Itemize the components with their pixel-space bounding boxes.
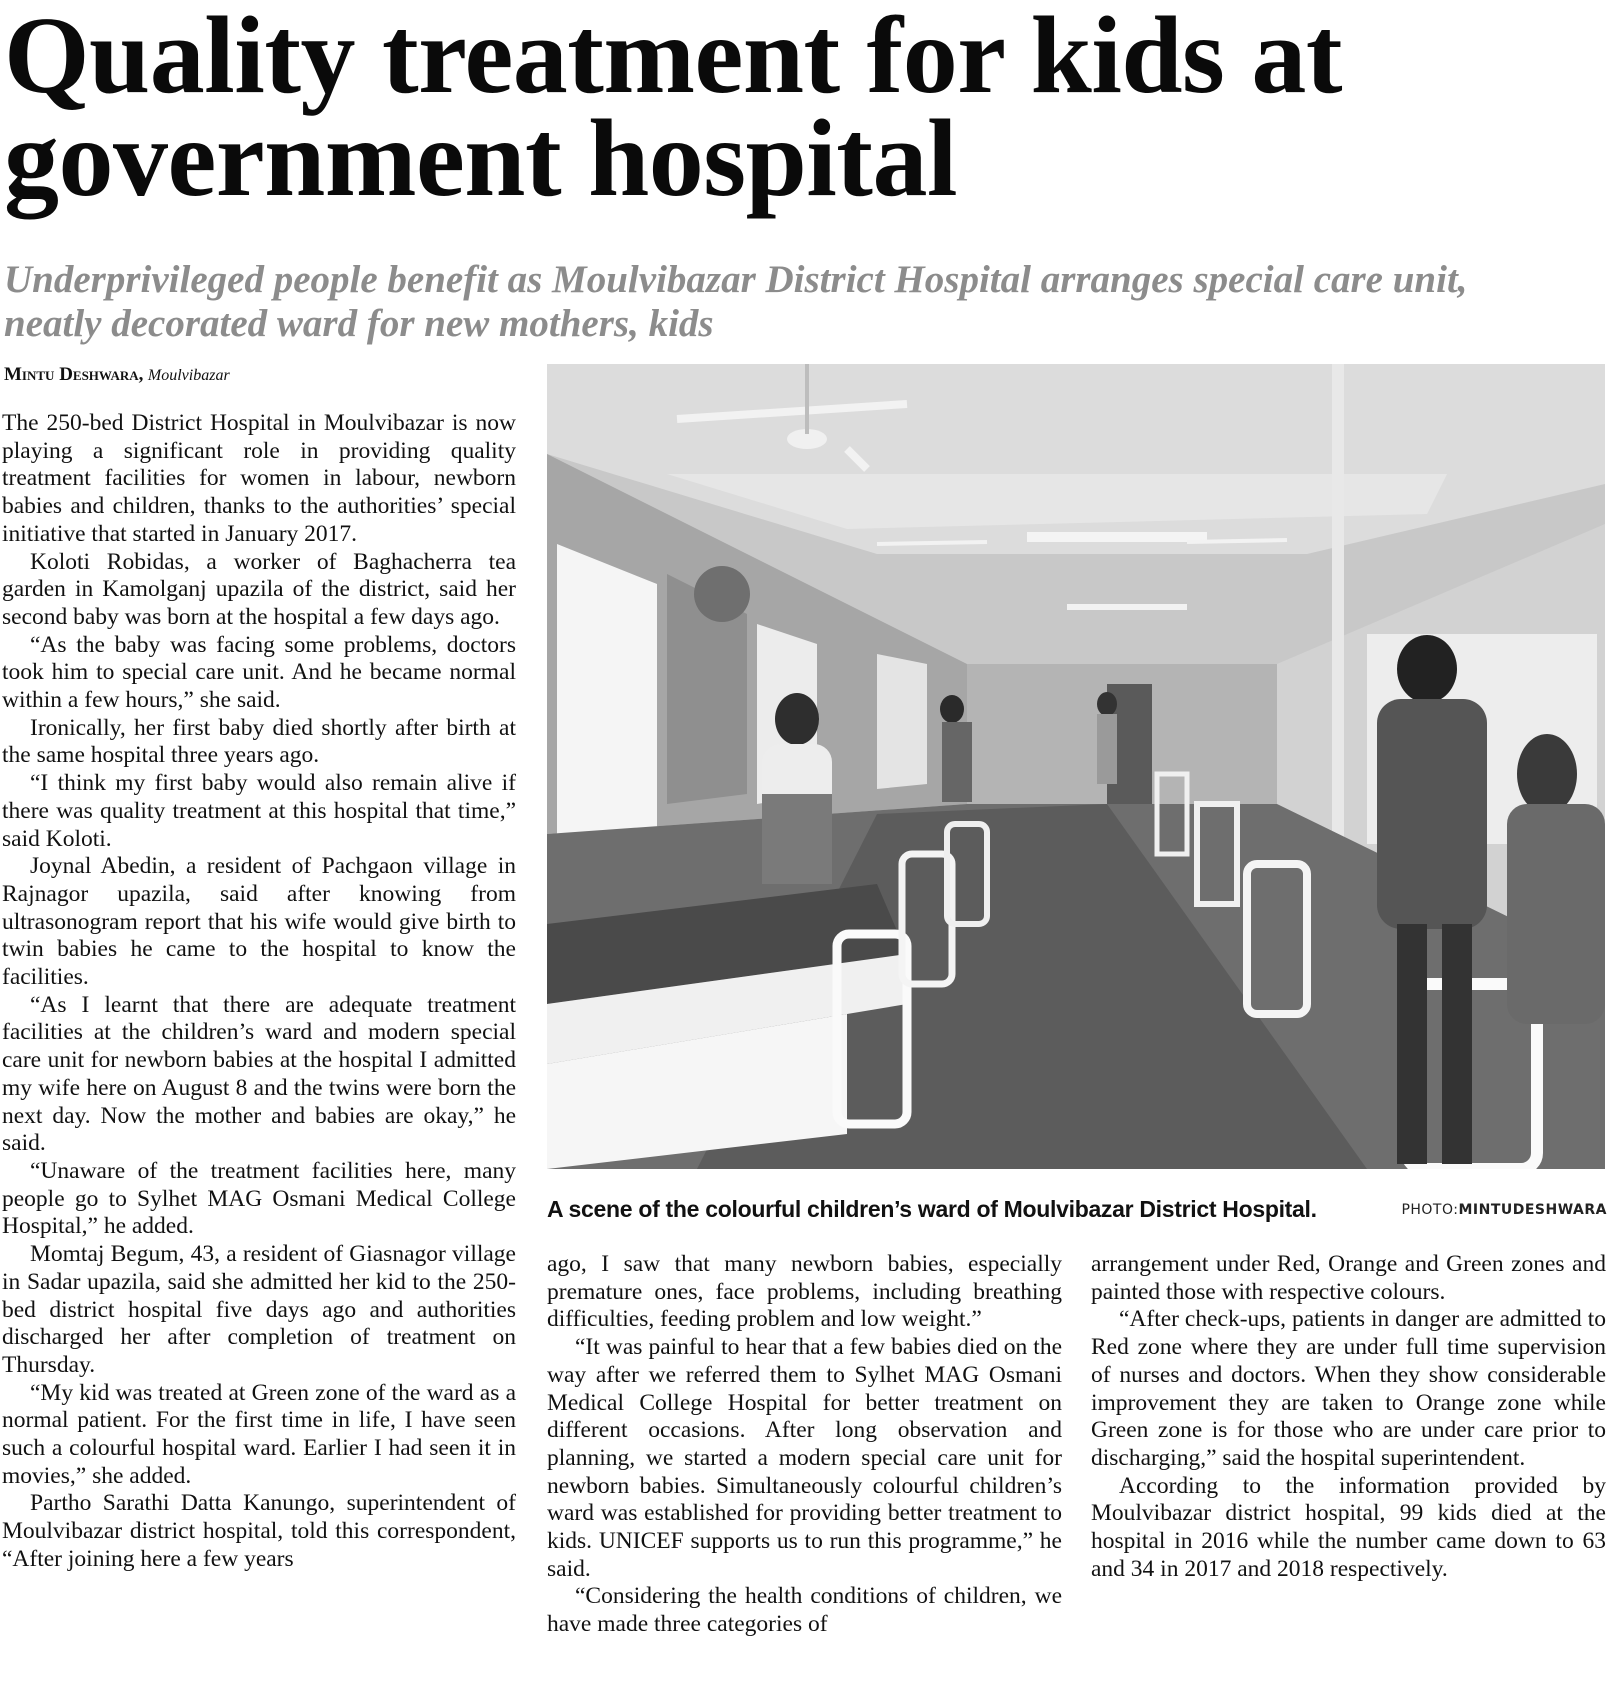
paragraph: “Considering the health conditions of children, we have made three categories of — [547, 1583, 1062, 1638]
paragraph: “Unaware of the treatment facilities here, many people go to Sylhet MAG Osmani Medical College Hospital,” he added. — [2, 1157, 516, 1240]
byline-location: Moulvibazar — [147, 367, 230, 384]
caption-text: A scene of the colourful children’s ward of Moulvibazar District Hospital. — [547, 1196, 1317, 1222]
paragraph: According to the information provided by Moulvibazar district hospital, 99 kids died at the hospital in 2016 while the number came down to 63 and 34 in 2017 and 2018 respectively. — [1091, 1472, 1606, 1582]
paragraph: arrangement under Red, Orange and Green zones and painted those with respective colours. — [1091, 1251, 1606, 1305]
paragraph: Joynal Abedin, a resident of Pachgaon village in Rajnagor upazila, said after knowing from ultrasonogram report that his wife would give birth to twin babies he came to the hospital to know the facilities. — [2, 853, 516, 991]
headline-line-1: Quality treatment for kids at — [4, 0, 1342, 116]
paragraph: Koloti Robidas, a worker of Baghacherra tea garden in Kamolganj upazila of the district, said her second baby was born at the hospital a few days ago. — [2, 548, 516, 630]
paragraph: “I think my first baby would also remain alive if there was quality treatment at this hospital that time,” said Koloti. — [2, 770, 516, 852]
paragraph: “It was painful to hear that a few babies died on the way after we referred them to Sylhet MAG Osmani Medical College Hospital for better treatment on different occasions. After long observation and planning, we started a modern special care unit for newborn babies. Simultaneously colourful children’s ward was established for providing better treatment to kids. UNICEF supports us to run this programme,” he said. — [547, 1334, 1062, 1582]
paragraph: “After check-ups, patients in danger are admitted to Red zone where they are under full time supervision of nurses and doctors. When they show considerable improvement they are taken to Orange zone while Green zone is for those who are under care prior to discharging,” said the hospital superintendent. — [1091, 1306, 1606, 1471]
paragraph: Partho Sarathi Datta Kanungo, superintendent of Moulvibazar district hospital, told this correspondent, “After joining here a few years — [2, 1490, 516, 1572]
byline-author: Mintu Deshwara, — [4, 364, 144, 385]
paragraph: Ironically, her first baby died shortly after birth at the same hospital three years ago. — [2, 714, 516, 769]
ward-photo-illustration — [547, 364, 1605, 1169]
paragraph: The 250-bed District Hospital in Moulvibazar is now playing a significant role in providing quality treatment facilities for women in labour, newborn babies and children, thanks to the authorities’ special initiative that started in January 2017. — [2, 410, 516, 547]
article-column-2 — [547, 1251, 1062, 1639]
paragraph: Momtaj Begum, 43, a resident of Giasnagor village in Sadar upazila, said she admitted her kid to the 250-bed district hospital five days ago and authorities discharged her after completion of treatment on Thursday. — [2, 1241, 516, 1378]
subheadline — [4, 258, 1604, 346]
article-column-3 — [1091, 1251, 1606, 1583]
ward-photo — [547, 364, 1605, 1169]
photo-caption — [547, 1196, 1607, 1223]
article-column-1 — [2, 410, 516, 1574]
subheadline-line-2: neatly decorated ward for new mothers, kids — [4, 302, 714, 345]
paragraph: “As the baby was facing some problems, doctors took him to special care unit. And he became normal within a few hours,” she said. — [2, 631, 516, 714]
headline-line-2: government hospital — [4, 97, 957, 219]
photo-credit-label: PHOTO: — [1401, 1202, 1459, 1218]
byline — [4, 364, 230, 386]
paragraph: “My kid was treated at Green zone of the ward as a normal patient. For the first time in life, I have seen such a colourful hospital ward. Earlier I had seen it in movies,” she added. — [2, 1379, 516, 1489]
photo-credit-name: MINTUDESHWARA — [1458, 1202, 1607, 1218]
headline — [4, 0, 1604, 219]
paragraph: “As I learnt that there are adequate treatment facilities at the children’s ward and modern special care unit for newborn babies at the hospital I admitted my wife here on August 8 and the twins were born the next day. Now the mother and babies are okay,” he said. — [2, 991, 516, 1157]
subheadline-line-1: Underprivileged people benefit as Moulvibazar District Hospital arranges special care unit, — [4, 258, 1468, 301]
paragraph: ago, I saw that many newborn babies, especially premature ones, face problems, including breathing difficulties, feeding problem and low weight.” — [547, 1251, 1062, 1333]
photo-credit — [1401, 1202, 1607, 1218]
